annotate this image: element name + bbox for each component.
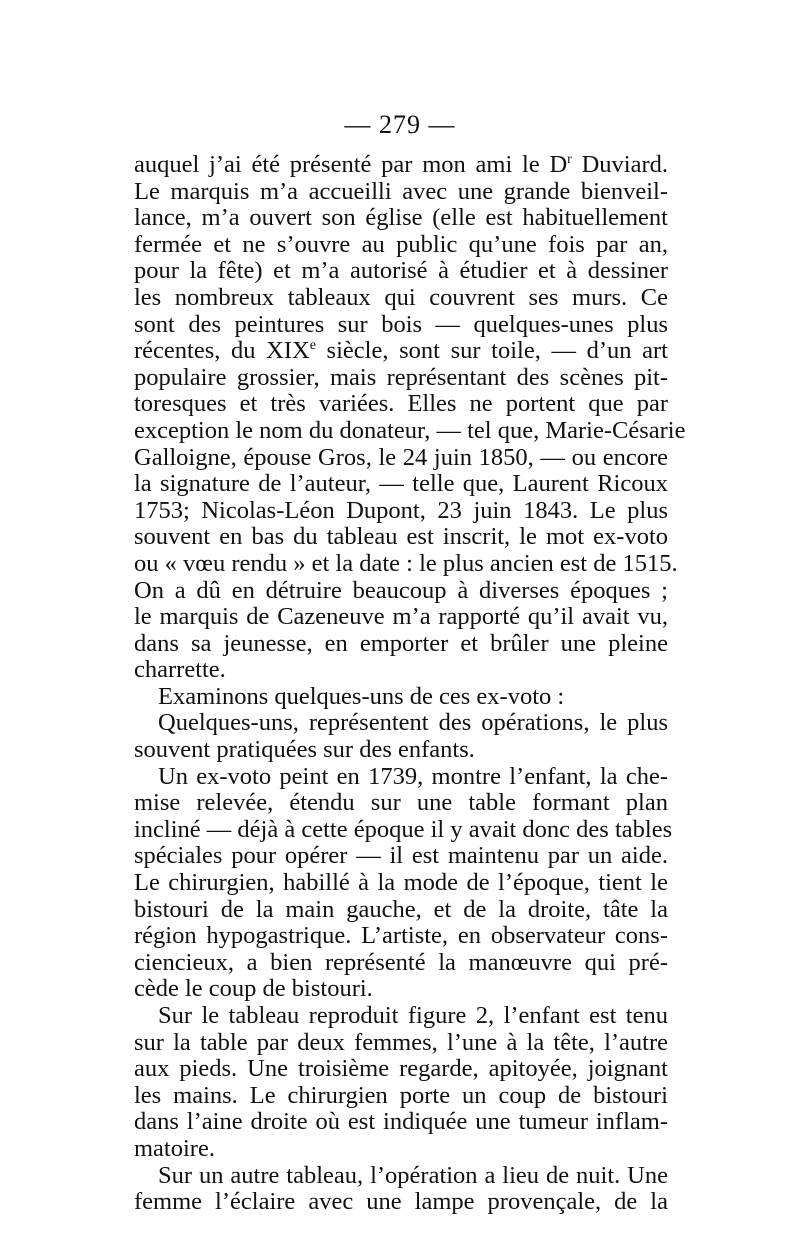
line-text: lance, m’a ouvert son église (elle est habituellement: [134, 204, 668, 232]
text-line: [134, 843, 668, 870]
text-line: [134, 498, 668, 525]
text-line: [134, 764, 668, 791]
text-line: [134, 232, 668, 259]
line-text: On a dû en détruire beaucoup à diverses époques ;: [134, 576, 668, 604]
line-text: sur la table par deux femmes, l’une à la tête, l’autre: [134, 1028, 668, 1056]
line-text: femme l’éclaire avec une lampe provençale, de la: [134, 1188, 668, 1216]
line-text: mise relevée, étendu sur une table formant plan: [134, 789, 668, 817]
text-line: [134, 950, 668, 977]
superscript: e: [309, 338, 316, 354]
text-line: [134, 285, 668, 312]
text-line: [134, 549, 678, 578]
text-line: [134, 312, 668, 339]
page-number: — 279 —: [344, 110, 456, 139]
line-text: bistouri de la main gauche, et de la droite, tâte la: [134, 895, 668, 923]
text-line: [134, 205, 668, 232]
line-text: populaire grossier, mais représentant des scènes pit-: [134, 363, 668, 391]
text-line: [134, 152, 668, 179]
line-text-after: Duviard.: [571, 151, 668, 178]
text-line: [134, 657, 668, 684]
text-line: [134, 1109, 668, 1136]
text-line: [134, 897, 668, 924]
line-text: dans l’aine droite où est indiquée une tumeur inflam-: [134, 1108, 668, 1136]
line-text: les mains. Le chirurgien porte un coup de bistouri: [134, 1081, 668, 1109]
line-text: sont des peintures sur bois — quelques-unes plus: [134, 310, 668, 338]
text-line: [134, 391, 668, 418]
text-line: [134, 710, 668, 737]
line-text: fermée et ne s’ouvre au public qu’une fois par an,: [134, 230, 668, 258]
text-line: [134, 1163, 668, 1190]
line-text: incliné — déjà à cette époque il y avait donc des tables: [134, 815, 673, 843]
text-line: [134, 1136, 668, 1163]
line-text: pour la fête) et m’a autorisé à étudier et à dessiner: [134, 257, 668, 285]
line-text: aux pieds. Une troisième regarde, apitoyée, joignant: [134, 1055, 668, 1083]
line-text: récentes, du XIX: [134, 337, 310, 365]
text-line: [134, 445, 668, 472]
text-line: [134, 1189, 668, 1216]
line-text: ciencieux, a bien représenté la manœuvre qui pré-: [134, 948, 668, 976]
line-text: Sur le tableau reproduit figure 2, l’enfant est tenu: [158, 1002, 668, 1029]
line-text: région hypogastrique. L’artiste, en observateur cons-: [134, 922, 668, 950]
superscript: r: [567, 152, 572, 167]
line-text: 1753; Nicolas-Léon Dupont, 23 juin 1843. Le plus: [134, 496, 668, 524]
text-line: [134, 815, 673, 844]
text-line: [134, 1003, 668, 1030]
line-text: Le chirurgien, habillé à la mode de l’époque, tient le: [134, 869, 668, 897]
body-text: [134, 151, 686, 1216]
line-text: Sur un autre tableau, l’opération a lieu de nuit. Une: [158, 1161, 668, 1189]
line-text: souvent en bas du tableau est inscrit, le mot ex-voto: [134, 523, 668, 551]
text-line: [134, 790, 668, 817]
text-line: [134, 1056, 668, 1083]
text-line: [134, 923, 668, 950]
text-line: [134, 1030, 668, 1057]
line-text: Quelques-uns, représentent des opérations, le plus: [158, 709, 668, 737]
line-text: le marquis de Cazeneuve m’a rapporté qu’il avait vu,: [134, 603, 668, 631]
line-text: charrette.: [134, 656, 226, 684]
line-text: souvent pratiquées sur des enfants.: [134, 736, 475, 764]
line-text: matoire.: [134, 1134, 215, 1162]
line-text: spéciales pour opérer — il est maintenu par un aide.: [134, 842, 668, 870]
text-line: [134, 604, 668, 631]
text-line: [134, 737, 668, 764]
text-line: [134, 1083, 668, 1110]
line-text: auquel j’ai été présenté par mon ami le D: [134, 151, 568, 178]
line-text-after: siècle, sont sur toile, — d’un art: [315, 337, 668, 365]
text-line: [134, 684, 668, 711]
line-text: dans sa jeunesse, en emporter et brûler une pleine: [134, 629, 668, 657]
line-text: Le marquis m’a accueilli avec une grande bienveil-: [134, 177, 668, 205]
line-text: la signature de l’auteur, — telle que, Laurent Ricoux: [134, 470, 668, 498]
line-text: toresques et très variées. Elles ne portent que par: [134, 390, 668, 418]
text-line: [134, 365, 668, 392]
line-text: Un ex-voto peint en 1739, montre l’enfant, la che-: [158, 762, 668, 790]
text-line: [134, 524, 668, 551]
text-line: [134, 631, 668, 658]
text-line: [134, 416, 686, 445]
line-text: ou « vœu rendu » et la date : le plus ancien est de 1515.: [134, 549, 678, 577]
line-text: exception le nom du donateur, — tel que, Marie-Césarie: [134, 416, 686, 444]
text-line: [134, 870, 668, 897]
line-text: Examinons quelques-uns de ces ex-voto :: [158, 682, 565, 710]
text-line: [134, 179, 668, 206]
text-line: [134, 976, 668, 1003]
line-text: les nombreux tableaux qui couvrent ses murs. Ce: [134, 283, 668, 311]
text-line: [134, 578, 668, 605]
text-line: [134, 338, 668, 365]
text-line: [134, 258, 668, 285]
line-text: Galloigne, épouse Gros, le 24 juin 1850, — ou encore: [134, 443, 668, 471]
text-line: [134, 471, 668, 498]
line-text: cède le coup de bistouri.: [134, 975, 373, 1003]
